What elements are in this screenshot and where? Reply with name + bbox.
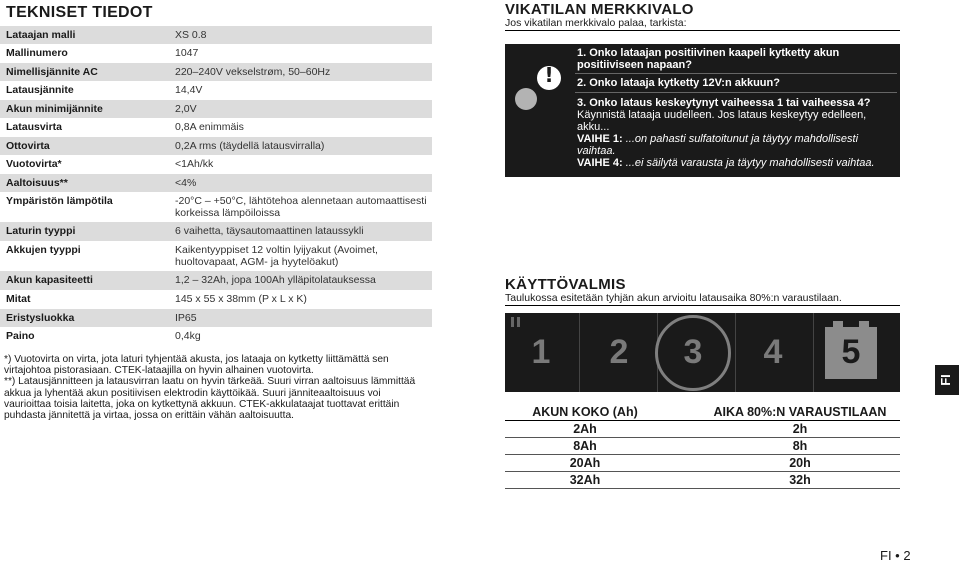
fault-stage-4 xyxy=(577,157,895,169)
spec-title: TEKNISET TIEDOT xyxy=(6,4,153,21)
spec-row xyxy=(0,155,432,174)
fault-divider xyxy=(505,30,900,31)
spec-label: Akkujen tyyppi xyxy=(6,244,81,256)
fault-subtitle: Jos vikatilan merkkivalo palaa, tarkista: xyxy=(505,17,687,29)
spec-value: 0,4kg xyxy=(175,330,201,342)
spec-value: 0,8A enimmäis xyxy=(175,121,244,133)
spec-label: Mallinumero xyxy=(6,47,68,59)
fault-item-3: 3. Onko lataus keskeytynyt vaiheessa 1 tai vaiheessa 4? xyxy=(577,97,871,109)
fault-item-1: 1. Onko lataajan positiivinen kaapeli kytketty akun positiiviseen napaan? xyxy=(577,47,840,71)
spec-label: Akun kapasiteetti xyxy=(6,274,93,286)
charging-steps-strip xyxy=(505,313,900,392)
footnote-leakage: *) Vuotovirta on virta, jota laturi tyhjentää akusta, jos lataaja on kytketty liittämättä sen virtajohtoa pistorasiaan. CTEK-lataajilla on hyvin alhainen vuotovirta. xyxy=(4,354,389,377)
ready-title: KÄYTTÖVALMIS xyxy=(505,276,626,293)
spec-row xyxy=(0,26,432,44)
spec-row xyxy=(0,290,432,309)
spec-label: Mitat xyxy=(6,293,31,305)
spec-value: IP65 xyxy=(175,312,197,324)
spec-label: Vuotovirta* xyxy=(6,158,62,170)
stage-4-text: ...ei säilytä varausta ja täytyy mahdollisesti vaihtaa. xyxy=(625,157,875,169)
language-tab-label: FI xyxy=(938,374,953,386)
spec-value: 0,2A rms (täydellä latausvirralla) xyxy=(175,140,325,152)
charge-time-cell: 8h xyxy=(700,438,900,455)
spec-label: Akun minimijännite xyxy=(6,103,103,115)
spec-value: 2,0V xyxy=(175,103,197,115)
step-5: 5 xyxy=(841,333,861,371)
spec-value: <1Ah/kk xyxy=(175,158,214,170)
tick-mark xyxy=(511,317,514,327)
step-separator xyxy=(579,313,580,392)
exclamation-mark-glyph: ! xyxy=(544,63,554,87)
spec-value: <4% xyxy=(175,177,197,189)
spec-label: Latausjännite xyxy=(6,84,74,96)
stage-1-text: ...on pahasti sulfatoitunut ja täytyy mahdollisesti vaihtaa. xyxy=(577,133,859,157)
spec-label: Nimellisjännite AC xyxy=(6,66,98,78)
fault-separator xyxy=(575,92,897,93)
spec-row xyxy=(0,309,432,327)
tick-mark xyxy=(517,317,520,327)
fault-stage-1 xyxy=(577,133,895,157)
fault-title: VIKATILAN MERKKIVALO xyxy=(505,1,694,18)
table-row xyxy=(505,455,900,472)
column-header-charge-time: AIKA 80%:N VARAUSTILAAN xyxy=(700,404,900,421)
fault-led-icon xyxy=(515,88,537,110)
spec-value: 1047 xyxy=(175,47,199,59)
stage-4-label: VAIHE 4: xyxy=(577,157,623,169)
table-row xyxy=(505,438,900,455)
fault-separator xyxy=(575,73,897,74)
step-3: 3 xyxy=(683,333,703,371)
spec-label: Laturin tyyppi xyxy=(6,225,76,237)
spec-value: XS 0.8 xyxy=(175,29,207,41)
battery-size-cell: 2Ah xyxy=(505,421,665,438)
spec-label: Latausvirta xyxy=(6,121,63,133)
spec-value: 6 vaihetta, täysautomaattinen lataussykli xyxy=(175,225,364,237)
footnotes xyxy=(4,354,429,421)
spec-row xyxy=(0,222,432,241)
table-row xyxy=(505,421,900,438)
table-header-row xyxy=(505,404,900,421)
spec-row xyxy=(0,81,432,100)
battery-size-cell: 32Ah xyxy=(505,472,665,489)
column-header-battery-size: AKUN KOKO (Ah) xyxy=(505,404,665,421)
table-row xyxy=(505,472,900,489)
spec-label: Ottovirta xyxy=(6,140,50,152)
spec-row xyxy=(0,327,432,346)
spec-row xyxy=(0,118,432,137)
spec-row xyxy=(0,192,432,222)
charge-time-cell: 20h xyxy=(700,455,900,472)
step-2: 2 xyxy=(609,333,629,371)
step-separator xyxy=(735,313,736,392)
fault-item-3-text: Käynnistä lataaja uudelleen. Jos lataus keskeytyy edelleen, akku... xyxy=(577,109,867,133)
spec-row xyxy=(0,241,432,271)
footnote-ripple: **) Latausjännitteen ja latausvirran laatu on hyvin tärkeää. Suuri virran aaltoisuus lämmittää akkua ja lyhentää akun positiivisen elektrodin käyttöikää. Suuri jänniteaaltoisuus voi vaurioittaa toisia laitetta, joka on kytkettynä akkuun. CTEK-akkulataajat tuottavat erittäin puhdasta jännitettä ja virtaa, jossa on erittäin vähän aaltoisuutta. xyxy=(4,376,416,422)
spec-value: -20°C – +50°C, lähtötehoa alennetaan automaattisesti korkeissa lämpöiloissa xyxy=(175,195,427,219)
spec-value: 1,2 – 32Ah, jopa 100Ah ylläpitolatauksessa xyxy=(175,274,376,286)
step-4: 4 xyxy=(763,333,783,371)
spec-row xyxy=(0,174,432,192)
stage-1-label: VAIHE 1: xyxy=(577,133,623,145)
page-footer: FI • 2 xyxy=(880,548,911,563)
ready-subtitle: Taulukossa esitetään tyhjän akun arvioitu latausaika 80%:n varaustilaan. xyxy=(505,292,842,304)
charge-time-table xyxy=(505,404,900,489)
charge-time-cell: 32h xyxy=(700,472,900,489)
charge-time-cell: 2h xyxy=(700,421,900,438)
step-separator xyxy=(813,313,814,392)
spec-row xyxy=(0,137,432,155)
spec-label: Aaltoisuus** xyxy=(6,177,68,189)
battery-size-cell: 8Ah xyxy=(505,438,665,455)
spec-row xyxy=(0,271,432,290)
spec-value: 145 x 55 x 38mm (P x L x K) xyxy=(175,293,307,305)
spec-label: Lataajan malli xyxy=(6,29,76,41)
fault-item-2: 2. Onko lataaja kytketty 12V:n akkuun? xyxy=(577,77,780,89)
spec-row xyxy=(0,100,432,118)
step-1: 1 xyxy=(531,333,551,371)
spec-label: Ympäristön lämpötila xyxy=(6,195,113,207)
spec-label: Paino xyxy=(6,330,35,342)
spec-row xyxy=(0,44,432,63)
spec-row xyxy=(0,63,432,81)
battery-size-cell: 20Ah xyxy=(505,455,665,472)
ready-divider xyxy=(505,305,900,306)
spec-value: 220–240V vekselstrøm, 50–60Hz xyxy=(175,66,331,78)
spec-value: Kaikentyyppiset 12 voltin lyijyakut (Avoimet, huoltovapaat, AGM- ja hyytelöakut) xyxy=(175,244,378,268)
spec-label: Eristysluokka xyxy=(6,312,75,324)
spec-value: 14,4V xyxy=(175,84,203,96)
